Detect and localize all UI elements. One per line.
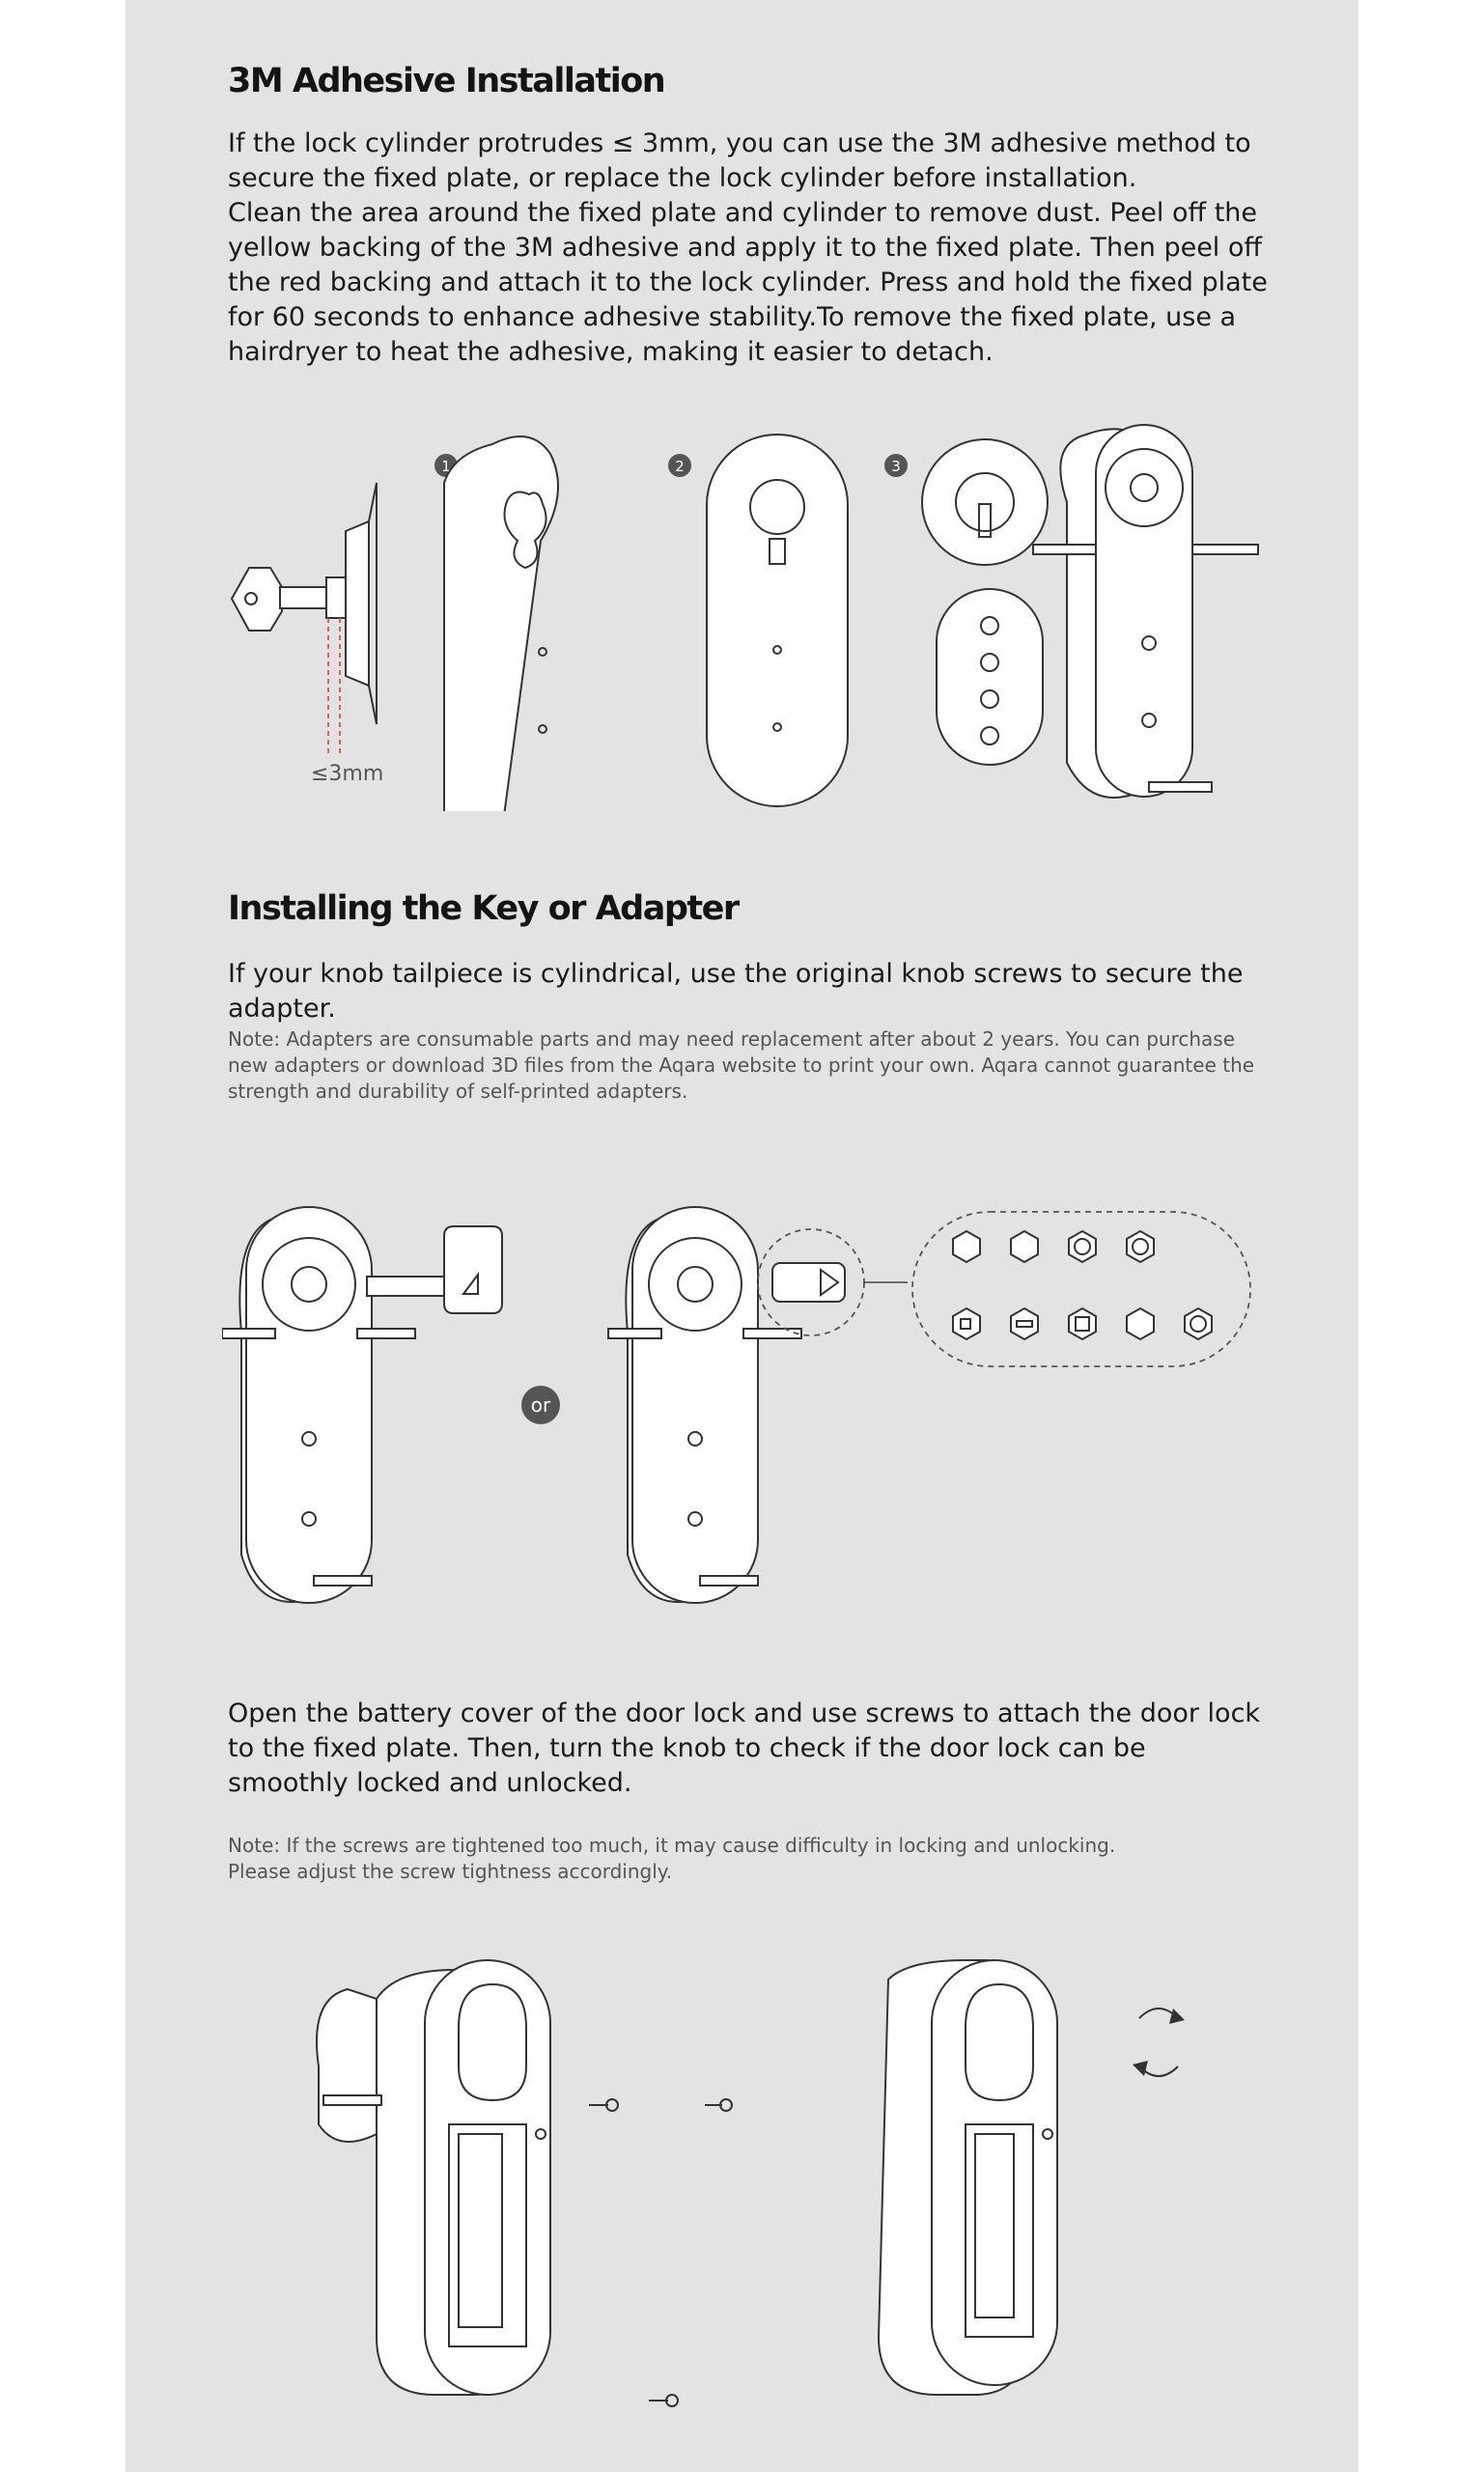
adapter-options xyxy=(912,1212,1250,1366)
key-adapter-diagram xyxy=(222,1197,1284,1613)
adhesive-title: 3M Adhesive Installation xyxy=(228,62,665,100)
step-3-badge: 3 xyxy=(891,458,901,475)
or-label: or xyxy=(530,1393,551,1417)
attach-diagram xyxy=(290,1941,1217,2443)
lock-with-screws-illustration xyxy=(317,1960,732,2406)
step-2-illustration xyxy=(668,435,848,806)
step-1-badge: 1 xyxy=(441,458,451,475)
adhesive-instructions xyxy=(228,126,1271,370)
key-adapter-title: Installing the Key or Adapter xyxy=(228,889,739,928)
attach-instruction: Open the battery cover of the door lock and use screws to attach the door lock to the fixed plate. Then, turn the knob to check if the door lock can be smoothly locked and unlocked. xyxy=(228,1699,1261,1798)
key-adapter-instruction: If your knob tailpiece is cylindrical, use the original knob screws to secure the adapter. xyxy=(228,959,1244,1024)
attach-note xyxy=(228,1833,1280,1885)
attach-note-line-1: Note: If the screws are tightened too much, it may cause difficulty in locking and unlocking. xyxy=(228,1834,1116,1857)
screw-icon xyxy=(705,2099,732,2111)
adhesive-para-2: Clean the area around the fixed plate and cylinder to remove dust. Peel off the yellow backing of the 3M adhesive and apply it to the fixed plate. Then peel off the red backing and attach it to the lock cylinder. Press and hold the fixed plate for 60 seconds to enhance adhesive stability.To remove the fixed plate, use a hairdryer to heat the adhesive, making it easier to detach. xyxy=(228,198,1268,367)
adhesive-para-1: If the lock cylinder protrudes ≤ 3mm, you can use the 3M adhesive method to secure the fixed plate, or replace the lock cylinder before installation. xyxy=(228,128,1251,193)
screw-icon xyxy=(649,2395,678,2406)
step-2-badge: 2 xyxy=(675,458,685,475)
adhesive-diagram xyxy=(222,415,1284,811)
key-adapter-note: Note: Adapters are consumable parts and may need replacement after about 2 years. You can purchase new adapters or download 3D files from the Aqara website to print your own. Aqara cannot guarantee the strength and durability of self-printed adapters. xyxy=(228,1027,1255,1103)
step-1-illustration xyxy=(434,436,558,811)
plate-with-key-illustration xyxy=(222,1207,502,1603)
attach-note-line-2: Please adjust the screw tightness accordingly. xyxy=(228,1860,673,1883)
assembled-lock-illustration xyxy=(879,1960,1185,2395)
measure-label: ≤3mm xyxy=(311,762,384,786)
rotate-arrows-icon xyxy=(1133,2008,1185,2076)
screw-icon xyxy=(589,2099,618,2111)
step-3-illustration xyxy=(884,425,1258,798)
plate-with-adapter-illustration xyxy=(608,1207,908,1603)
key-cylinder-illustration xyxy=(232,483,383,786)
or-badge xyxy=(521,1386,560,1424)
